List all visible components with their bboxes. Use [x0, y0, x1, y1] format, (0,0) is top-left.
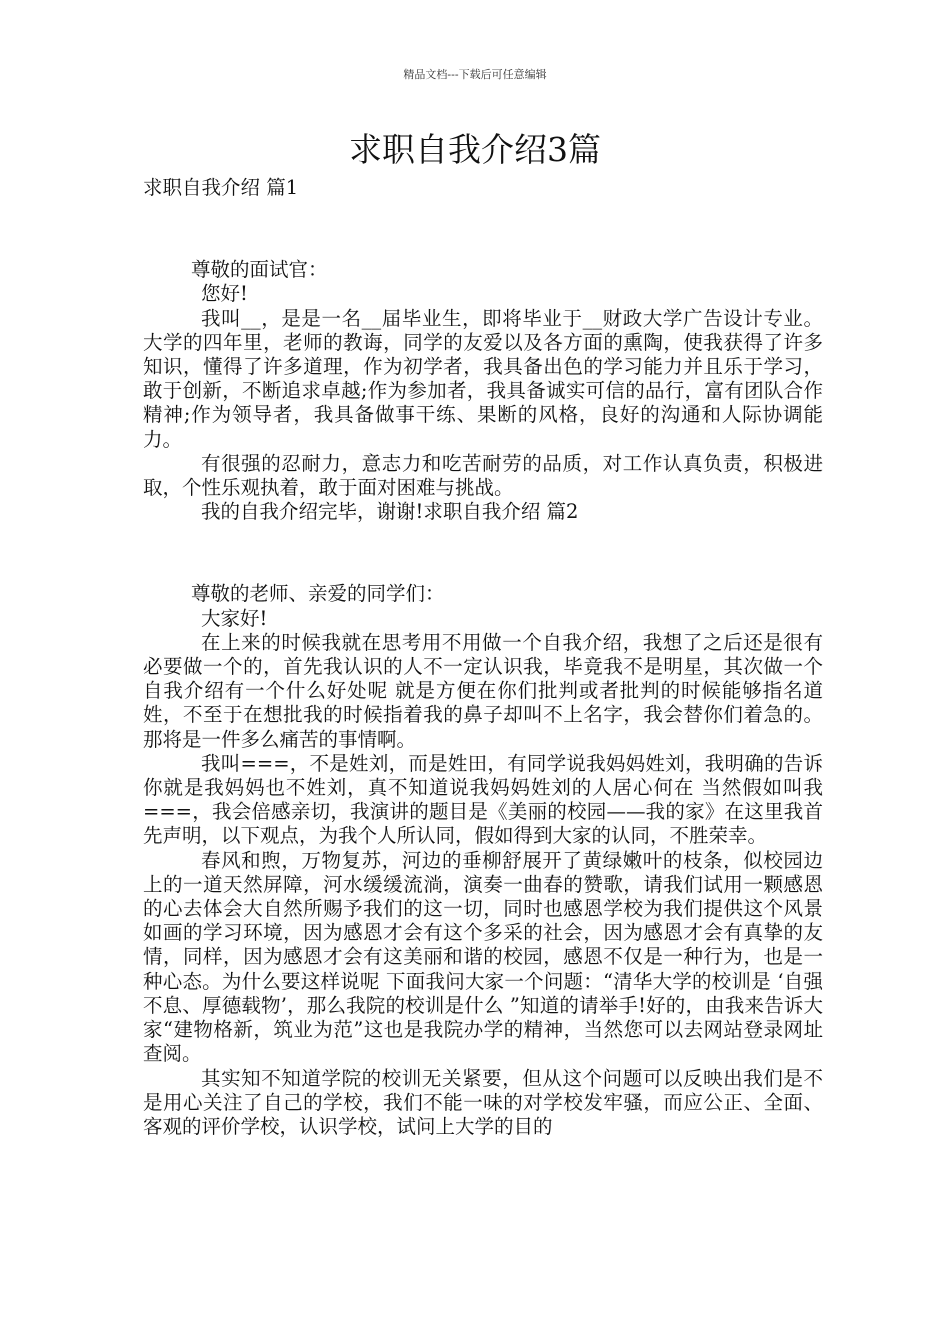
section1-closing: 我的自我介绍完毕，谢谢!求职自我介绍 篇2 — [201, 500, 579, 524]
section2-paragraph: 在上来的时候我就在思考用不用做一个自我介绍，我想了之后还是很有必要做一个的，首先我认识的人不一定认识我，毕竟我不是明星，其次做一个自我介绍有一个什么好处呢 就是方便在你们批判或者批判的时候能够指名道姓，不至于在想批我的时候指着我的鼻子却叫不上名字，我会替你们着急的。那将是一件多么痛苦的事情啊。 — [143, 630, 823, 751]
section1-paragraph: 有很强的忍耐力，意志力和吃苦耐劳的品质，对工作认真负责，积极进取，个性乐观执着，敢于面对困难与挑战。 — [143, 451, 823, 500]
blank-gap — [143, 200, 823, 258]
section1-salutation: 尊敬的面试官： — [191, 258, 328, 282]
section1-greeting: 您好! — [201, 282, 248, 306]
section2-greeting: 大家好! — [201, 606, 268, 630]
blank-gap — [143, 524, 823, 582]
section1-heading: 求职自我介绍 篇1 — [143, 176, 299, 199]
document-body — [143, 176, 823, 1139]
section2-paragraph: 其实知不知道学院的校训无关紧要，但从这个问题可以反映出我们是不是用心关注了自己的学校，我们不能一味的对学校发牢骚，而应公正、全面、客观的评价学校，认识学校，试问上大学的目的 — [143, 1066, 823, 1138]
section2-paragraph: 我叫===，不是姓刘，而是姓田，有同学说我妈妈姓刘，我明确的告诉你就是我妈妈也不姓刘，真不知道说我妈妈姓刘的人居心何在 当然假如叫我===，我会倍感亲切，我演讲的题目是《美丽的校园——我的家》在这里我首先声明，以下观点，为我个人所认同，假如得到大家的认同，不胜荣幸。 — [143, 751, 823, 848]
section2-paragraph: 春风和煦，万物复苏，河边的垂柳舒展开了黄绿嫩叶的枝条，似校园边上的一道天然屏障，河水缓缓流淌，演奏一曲春的赞歌，请我们试用一颗感恩的心去体会大自然所赐予我们的这一切，同时也感恩学校为我们提供这个风景如画的学习环境，因为感恩才会有这个多采的社会，因为感恩才会有真挚的友情，同样，因为感恩才会有这美丽和谐的校园，感恩不仅是一种行为，也是一种心态。为什么要这样说呢 下面我问大家一个问题：“清华大学的校训是 ‘自强不息、厚德载物’，那么我院的校训是什么 ”知道的请举手!好的，由我来告诉大家“建物格新，筑业为范”这也是我院办学的精神，当然您可以去网站登录网址查阅。 — [143, 848, 823, 1066]
section1-paragraph: 我叫__，是是一名__届毕业生，即将毕业于__财政大学广告设计专业。大学的四年里，老师的教诲，同学的友爱以及各方面的熏陶，使我获得了许多知识，懂得了许多道理，作为初学者，我具备出色的学习能力并且乐于学习，敢于创新，不断追求卓越;作为参加者，我具备诚实可信的品行，富有团队合作精神;作为领导者，我具备做事干练、果断的风格，良好的沟通和人际协调能力。 — [143, 306, 823, 451]
page-header-note: 精品文档---下载后可任意编辑 — [403, 68, 547, 81]
document-title: 求职自我介绍3篇 — [349, 130, 601, 169]
section2-salutation: 尊敬的老师、亲爱的同学们： — [191, 582, 445, 606]
